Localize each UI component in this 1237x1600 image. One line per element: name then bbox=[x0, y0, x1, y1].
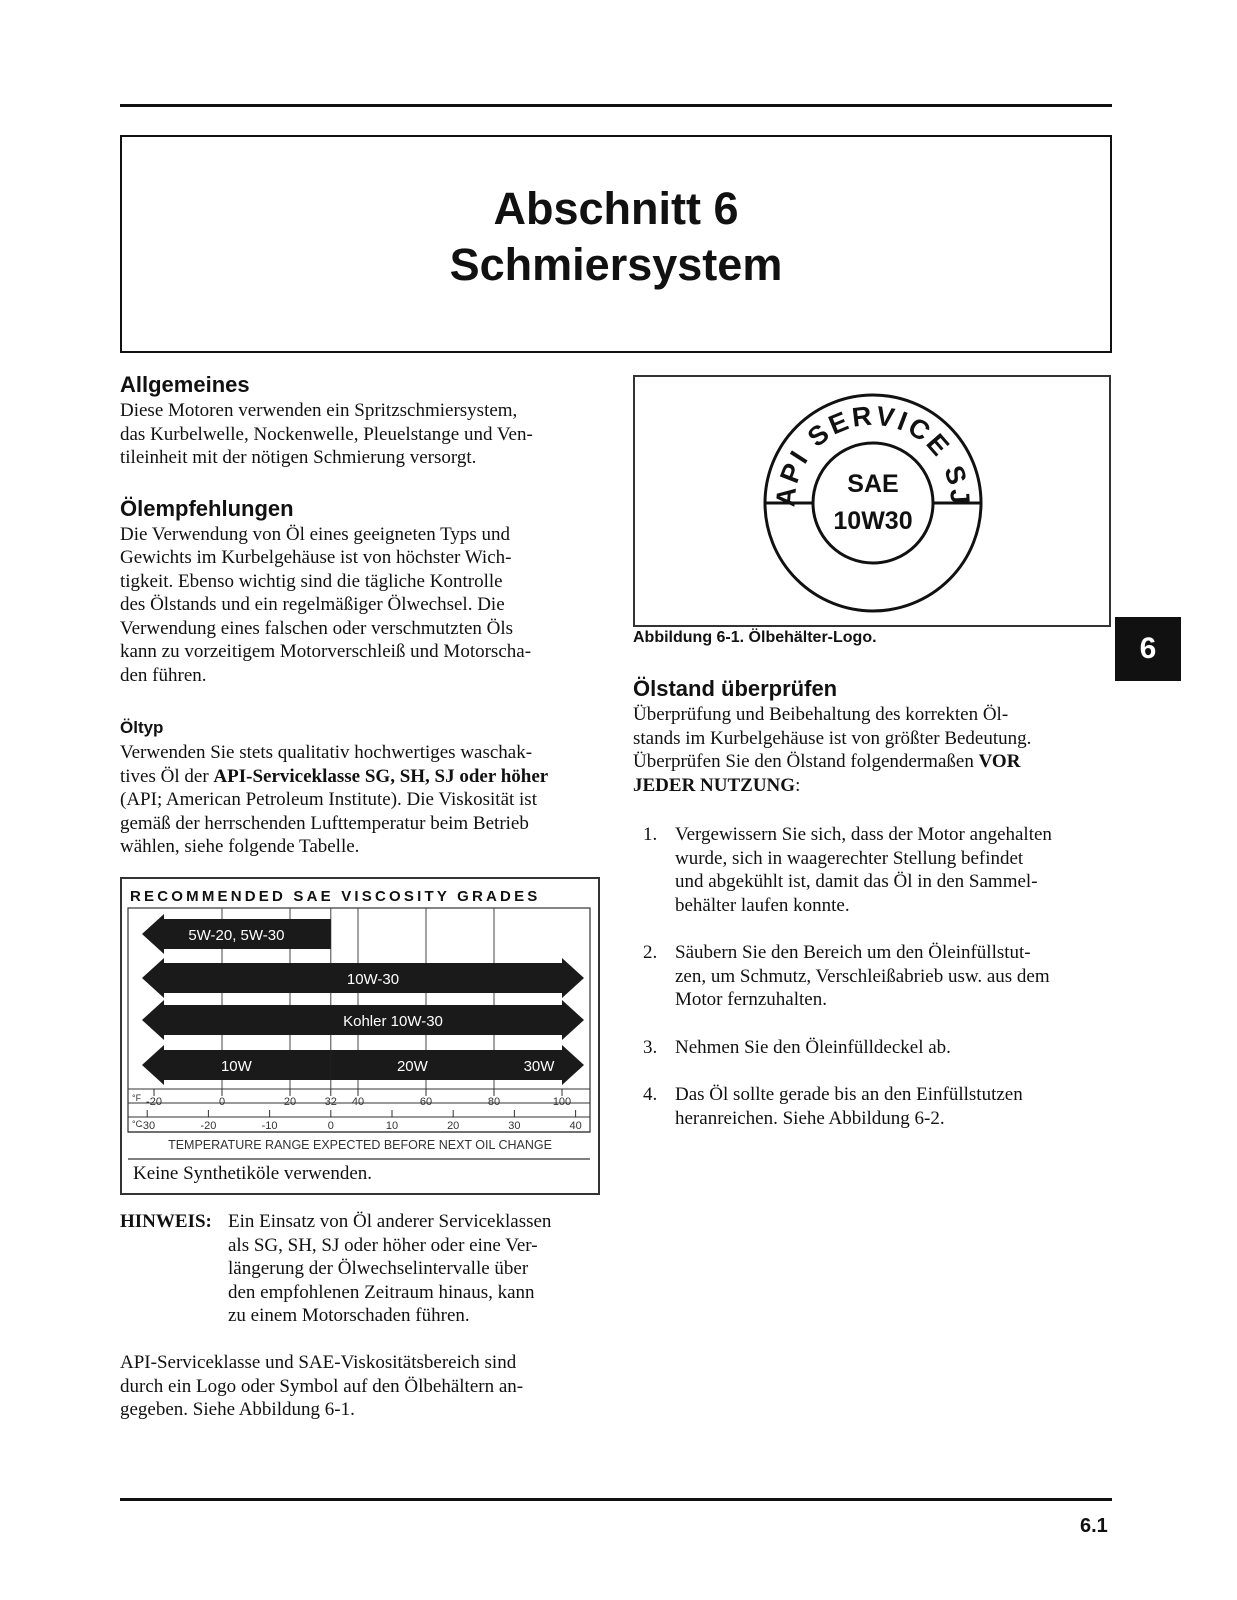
chart-title: RECOMMENDED SAE VISCOSITY GRADES bbox=[130, 888, 541, 905]
api-logo-box bbox=[633, 375, 1111, 627]
top-rule bbox=[120, 104, 1112, 107]
f-tick-label: 40 bbox=[351, 1096, 365, 1108]
bottom-rule bbox=[120, 1498, 1112, 1501]
c-tick-label: 10 bbox=[385, 1120, 399, 1132]
section-number: Abschnitt 6 bbox=[493, 183, 739, 234]
heading-oelstand: Ölstand überprüfen bbox=[633, 676, 838, 701]
section-tab: 6 bbox=[1115, 617, 1181, 681]
c-tick-label: 0 bbox=[327, 1120, 334, 1132]
heading-allgemeines: Allgemeines bbox=[120, 372, 250, 397]
figure-caption: Abbildung 6-1. Ölbehälter-Logo. bbox=[633, 629, 877, 646]
step-1: 1. Vergewissern Sie sich, dass der Motor angehalten wurde, sich in waagerechter Stellung befindet und abgekühlt ist, damit das Öl in den Sammel- behälter laufen konnte. bbox=[643, 824, 1052, 916]
heading-oelempfehlungen: Ölempfehlungen bbox=[120, 495, 294, 521]
note-label: HINWEIS: bbox=[120, 1211, 212, 1232]
f-tick-label: 32 bbox=[324, 1096, 337, 1108]
right-column bbox=[633, 676, 1113, 1154]
api-service-logo bbox=[635, 377, 1109, 625]
f-tick-label: 0 bbox=[218, 1096, 226, 1108]
final-paragraph: API-Serviceklasse und SAE-Viskositätsbereich sind durch ein Logo oder Symbol auf den Ölbehältern an- gegeben. Siehe Abbildung 6-1. bbox=[120, 1352, 524, 1420]
oelstand-text: Überprüfung und Beibehaltung des korrekten Öl- stands im Kurbelgehäuse ist von größter Bedeutung. Überprüfen Sie den Ölstand folgendermaßen VOR JEDER NUTZUNG: bbox=[633, 704, 1032, 796]
c-tick-label: -30 bbox=[139, 1120, 156, 1132]
section-title-box bbox=[120, 135, 1112, 353]
section-title: Schmiersystem bbox=[449, 239, 783, 290]
f-tick-label: 100 bbox=[552, 1096, 572, 1108]
viscosity-bar-label: 30W bbox=[523, 1058, 555, 1075]
fahrenheit-label: °F bbox=[132, 1093, 142, 1103]
f-tick-label: 80 bbox=[487, 1096, 501, 1108]
step-2: 2. Säubern Sie den Bereich um den Öleinfüllstut- zen, um Schmutz, Verschleißabrieb usw. aus dem Motor fernzuhalten. bbox=[643, 942, 1050, 1010]
oeltyp-text: Verwenden Sie stets qualitativ hochwertiges waschak- tives Öl der API-Serviceklasse SG, SH, SJ oder höher (API; American Petroleum Institute). Die Viskosität ist gemäß der herrschenden Lufttemperatur beim Betrieb wählen, siehe folgende Tabelle. bbox=[120, 742, 549, 857]
viscosity-bar-label: Kohler 10W-30 bbox=[343, 1013, 443, 1030]
viscosity-chart bbox=[122, 879, 598, 1161]
c-tick-label: 20 bbox=[447, 1120, 460, 1132]
heading-oeltyp: Öltyp bbox=[120, 718, 164, 737]
viscosity-bar-label: 10W bbox=[220, 1058, 252, 1075]
viscosity-bar-label: 10W-30 bbox=[346, 971, 400, 988]
viscosity-bar-label: 20W bbox=[396, 1058, 428, 1075]
step-3: 3. Nehmen Sie den Öleinfülldeckel ab. bbox=[643, 1036, 951, 1058]
step-4: 4. Das Öl sollte gerade bis an den Einfüllstutzen heranreichen. Siehe Abbildung 6-2. bbox=[643, 1084, 1023, 1129]
logo-ring-text: API SERVICE SJ bbox=[770, 400, 976, 508]
steps-list bbox=[633, 823, 1113, 1130]
page-number: 6.1 bbox=[1080, 1515, 1108, 1537]
c-tick-label: -20 bbox=[200, 1120, 217, 1132]
allgemeines-text: Diese Motoren verwenden ein Spritzschmiersystem, das Kurbelwelle, Nockenwelle, Pleuelstange und Ven- tileinheit mit der nötigen Schmierung versorgt. bbox=[120, 400, 533, 468]
chart-footer: Keine Synthetiköle verwenden. bbox=[133, 1163, 373, 1184]
logo-grade: 10W30 bbox=[833, 507, 913, 535]
f-tick-label: -20 bbox=[146, 1096, 162, 1108]
oelempfehlungen-text: Die Verwendung von Öl eines geeigneten Typs und Gewichts im Kurbelgehäuse ist von höchster Wich- tigkeit. Ebenso wichtig sind die tägliche Kontrolle des Ölstands und ein regelmäßiger Ölwechsel. Die Verwendung eines falschen oder verschmutzten Öls kann zu vorzeitigem Motorverschleiß und Motorscha- den führen. bbox=[120, 523, 532, 686]
c-tick-label: 30 bbox=[508, 1120, 521, 1132]
c-tick-label: 40 bbox=[569, 1120, 582, 1132]
celsius-label: °C bbox=[132, 1119, 143, 1129]
chart-xlabel: TEMPERATURE RANGE EXPECTED BEFORE NEXT OIL CHANGE bbox=[168, 1138, 552, 1152]
viscosity-bar-label: 5W-20, 5W-30 bbox=[188, 927, 285, 944]
hinweis-note bbox=[120, 1210, 600, 1328]
f-tick-label: 20 bbox=[283, 1096, 297, 1108]
f-tick-label: 60 bbox=[419, 1096, 433, 1108]
viscosity-chart-box bbox=[120, 877, 600, 1195]
left-column bbox=[120, 372, 600, 859]
logo-sae: SAE bbox=[847, 470, 899, 498]
note-text: Ein Einsatz von Öl anderer Serviceklassen als SG, SH, SJ oder höher oder eine Ver- längerung der Ölwechselintervalle über den empfohlenen Zeitraum hinaus, kann zu einem Motorschaden führen. bbox=[228, 1211, 552, 1326]
c-tick-label: -10 bbox=[261, 1120, 278, 1132]
